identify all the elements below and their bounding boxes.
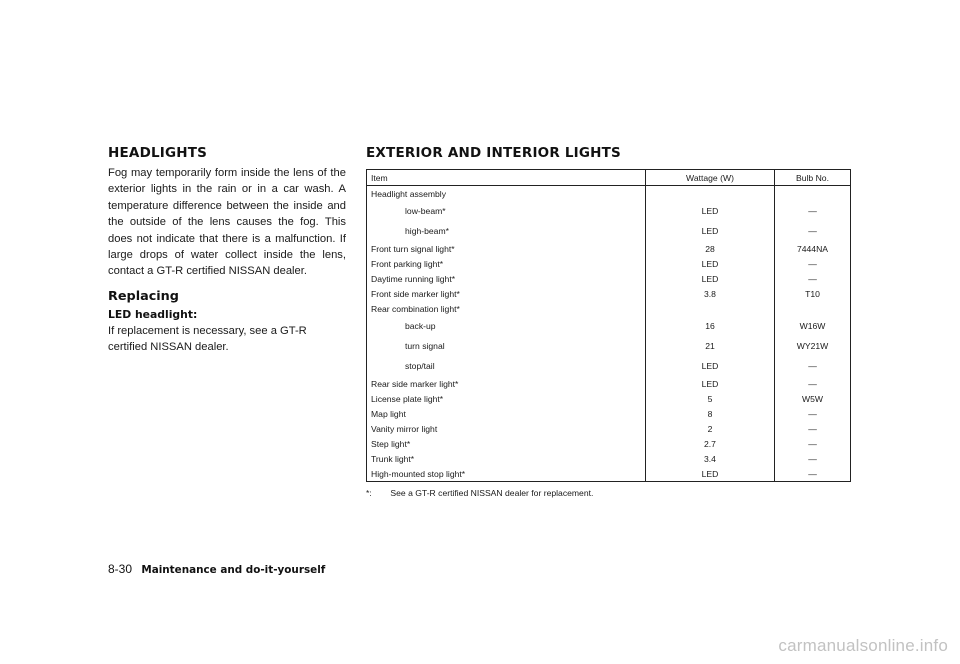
cell-bulb-no: —	[808, 408, 817, 419]
cell-bulb-no: W5W	[801, 393, 823, 404]
exterior-interior-lights-heading: EXTERIOR AND INTERIOR LIGHTS	[366, 145, 621, 161]
table-row	[367, 271, 851, 286]
cell-bulb-no: W16W	[799, 321, 826, 331]
cell-bulb-no: —	[808, 438, 817, 449]
cell-item: Trunk light*	[367, 451, 646, 466]
cell-item: back-up	[367, 316, 646, 336]
cell-item: Map light	[367, 406, 646, 421]
cell-bulb-no: —	[808, 453, 817, 464]
table-row	[367, 466, 851, 482]
cell-item: Rear combination light*	[367, 301, 646, 316]
cell-bulb-no: —	[808, 273, 817, 284]
lights-table	[366, 169, 851, 482]
cell-wattage: LED	[646, 356, 775, 376]
replacing-heading: Replacing	[108, 288, 179, 304]
cell-item: Daytime running light*	[367, 271, 646, 286]
cell-item: High-mounted stop light*	[367, 466, 646, 482]
cell-wattage	[646, 301, 775, 316]
table-row	[367, 421, 851, 436]
cell-wattage: 21	[646, 336, 775, 356]
headlights-section	[108, 165, 346, 356]
fog-paragraph: Fog may temporarily form inside the lens of the exterior lights in the rain or in a car wash. A temperature difference between the inside and the outside of the lens causes the fog. This does not indicate that there is a malfunction. If large drops of water collect inside the lens, contact a GT-R certified NISSAN dealer.	[108, 167, 346, 278]
cell-wattage: LED	[646, 466, 775, 482]
table-row	[367, 241, 851, 256]
cell-item: Front parking light*	[367, 256, 646, 271]
footnote-mark: *:	[366, 488, 372, 498]
cell-wattage: 3.8	[646, 286, 775, 301]
cell-item: License plate light*	[367, 391, 646, 406]
table-row	[367, 436, 851, 451]
cell-wattage: 5	[646, 391, 775, 406]
table-row	[367, 256, 851, 271]
table-row	[367, 201, 851, 221]
watermark: carmanualsonline.info	[778, 636, 948, 655]
page-footer	[108, 562, 325, 576]
table-row	[367, 301, 851, 316]
cell-wattage: 8	[646, 406, 775, 421]
cell-bulb-no: —	[808, 423, 817, 434]
cell-wattage: 2.7	[646, 436, 775, 451]
section-title: Maintenance and do-it-yourself	[141, 564, 326, 576]
table-row	[367, 406, 851, 421]
cell-item: Headlight assembly	[367, 186, 646, 202]
cell-bulb-no: WY21W	[796, 341, 829, 351]
cell-wattage: 28	[646, 241, 775, 256]
column-header-item: Item	[367, 170, 646, 186]
led-replacement-paragraph: If replacement is necessary, see a GT-R certified NISSAN dealer.	[108, 324, 307, 354]
cell-bulb-no	[775, 186, 851, 202]
cell-item: low-beam*	[367, 201, 646, 221]
cell-wattage	[646, 186, 775, 202]
cell-wattage: 3.4	[646, 451, 775, 466]
lights-table-body	[367, 186, 851, 482]
table-row	[367, 316, 851, 336]
table-header-row	[367, 170, 851, 186]
cell-wattage: LED	[646, 256, 775, 271]
cell-item: stop/tail	[367, 356, 646, 376]
led-headlight-heading: LED headlight:	[108, 307, 198, 321]
cell-wattage: LED	[646, 376, 775, 391]
table-row	[367, 391, 851, 406]
cell-bulb-no: —	[808, 226, 817, 236]
table-row	[367, 286, 851, 301]
cell-wattage: LED	[646, 271, 775, 286]
table-row	[367, 336, 851, 356]
cell-bulb-no: 7444NA	[796, 243, 829, 254]
table-row	[367, 356, 851, 376]
cell-bulb-no: —	[808, 206, 817, 216]
cell-item: high-beam*	[367, 221, 646, 241]
headlights-heading: HEADLIGHTS	[108, 145, 208, 161]
column-header-wattage: Wattage (W)	[646, 170, 775, 186]
table-row	[367, 451, 851, 466]
cell-bulb-no: —	[808, 361, 817, 371]
cell-bulb-no: —	[808, 468, 817, 479]
page-number: 8-30	[108, 562, 133, 576]
cell-wattage: 2	[646, 421, 775, 436]
cell-wattage: LED	[646, 201, 775, 221]
cell-item: Front side marker light*	[367, 286, 646, 301]
cell-bulb-no: —	[808, 258, 817, 269]
footnote	[366, 488, 593, 498]
cell-item: Vanity mirror light	[367, 421, 646, 436]
cell-item: Rear side marker light*	[367, 376, 646, 391]
cell-wattage: 16	[646, 316, 775, 336]
footnote-text: See a GT-R certified NISSAN dealer for replacement.	[390, 488, 594, 498]
table-row	[367, 186, 851, 202]
cell-wattage: LED	[646, 221, 775, 241]
table-row	[367, 376, 851, 391]
cell-bulb-no	[775, 301, 851, 316]
cell-bulb-no: —	[808, 378, 817, 389]
cell-item: Step light*	[367, 436, 646, 451]
table-row	[367, 221, 851, 241]
column-header-bulb-no: Bulb No.	[775, 170, 851, 186]
cell-bulb-no: T10	[805, 288, 820, 299]
cell-item: turn signal	[367, 336, 646, 356]
cell-item: Front turn signal light*	[367, 241, 646, 256]
